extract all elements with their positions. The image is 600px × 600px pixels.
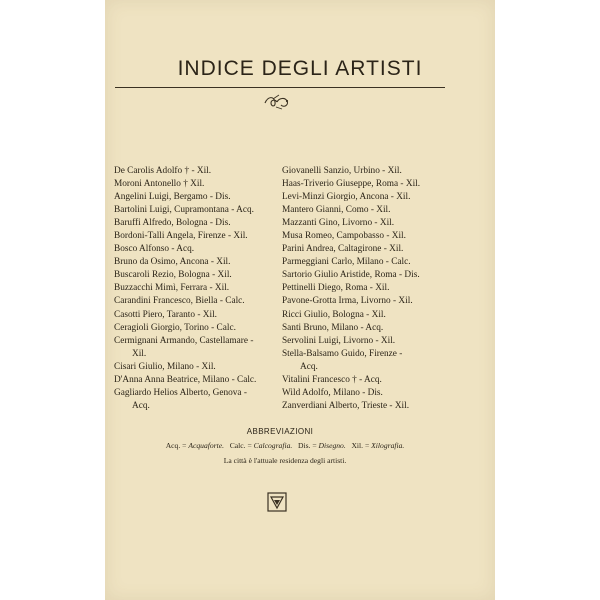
page-title: INDICE DEGLI ARTISTI [177,57,423,80]
abbr-acq: Acq. [165,441,181,450]
artist-entry: Xil. [132,348,147,359]
artist-entry: Cisari Giulio, Milano - Xil. [114,361,216,372]
abbr-dis: Dis. [297,441,311,450]
abbr-calc-term: Calcografia. [253,441,293,450]
book-page [105,0,495,600]
artist-entry: Vitalini Francesco † - Acq. [282,374,382,385]
residence-note: La città è l'attuale residenza degli artisti. [223,456,347,465]
abbr-acq-term: Acquaforte. [188,441,225,450]
artist-entry: Acq. [300,361,318,372]
artist-entry: Casotti Piero, Taranto - Xil. [114,309,217,320]
artist-entry: Ceragioli Giorgio, Torino - Calc. [114,322,236,333]
artist-entry: Cermignani Armando, Castellamare - [114,335,254,346]
artist-entry: Zanverdiani Alberto, Trieste - Xil. [282,400,410,411]
artist-list-left [114,165,284,413]
abbreviations-heading: ABBREVIAZIONI [246,427,314,436]
artist-entry: Giovanelli Sanzio, Urbino - Xil. [282,166,402,176]
abbr-eq: = [182,441,187,450]
artist-entry: Mazzanti Gino, Livorno - Xil. [282,218,395,229]
artist-entry: Bosco Alfonso - Acq. [114,244,195,255]
artist-entry: Stella-Balsamo Guido, Firenze - [282,348,403,359]
artist-entry: Parini Andrea, Caltagirone - Xil. [282,244,404,255]
artist-entry: Bordoni-Talli Angela, Firenze - Xil. [114,231,248,242]
abbr-eq: = [312,441,317,450]
artist-entry: Servolini Luigi, Livorno - Xil. [282,335,396,346]
artist-entry: Sartorio Giulio Aristide, Roma - Dis. [282,270,420,281]
abbr-dis-term: Disegno. [318,441,346,450]
artist-entry: De Carolis Adolfo † - Xil. [114,166,212,176]
artist-entry: Angelini Luigi, Bergamo - Dis. [114,192,231,203]
artist-entry: Levi-Minzi Giorgio, Ancona - Xil. [282,192,411,203]
abbr-xil: Xil. [351,441,364,450]
abbr-eq: = [364,441,370,450]
abbr-eq: = [247,441,252,450]
abbr-calc: Calc. [229,441,246,450]
artist-entry: Mantero Gianni, Como - Xil. [282,205,391,216]
artist-entry: Buscaroli Rezio, Bologna - Xil. [114,270,232,281]
abbreviations-list [105,441,465,450]
artist-entry: Bartolini Luigi, Cupramontana - Acq. [114,205,254,216]
artist-entry: Haas-Triverio Giuseppe, Roma - Xil. [282,179,421,190]
abbr-xil-term: Xilografia. [371,441,405,450]
title-rule [115,87,445,88]
artist-entry: Moroni Antonello † Xil. [114,179,205,190]
artist-entry: D'Anna Anna Beatrice, Milano - Calc. [114,374,257,385]
artist-entry: Santi Bruno, Milano - Acq. [282,322,384,333]
artist-entry: Buzzacchi Mimì, Ferrara - Xil. [114,283,230,294]
artist-entry: Parmeggiani Carlo, Milano - Calc. [282,257,411,268]
artist-list-right [282,165,462,413]
flourish-ornament-icon [262,92,292,112]
artist-entry: Acq. [132,400,150,411]
artist-entry: Bruno da Osimo, Ancona - Xil. [114,257,231,268]
artist-entry: Ricci Giulio, Bologna - Xil. [282,309,386,320]
artist-entry: Carandini Francesco, Biella - Calc. [114,296,245,307]
artist-entry: Pettinelli Diego, Roma - Xil. [282,283,390,294]
triangle-monogram-ornament-icon [267,492,287,512]
artist-entry: Gagliardo Helios Alberto, Genova - [114,387,247,398]
artist-entry: Wild Adolfo, Milano - Dis. [282,387,383,398]
artist-entry: Musa Romeo, Campobasso - Xil. [282,231,406,242]
artist-entry: Baruffi Alfredo, Bologna - Dis. [114,218,231,229]
artist-entry: Pavone-Grotta Irma, Livorno - Xil. [282,296,413,307]
